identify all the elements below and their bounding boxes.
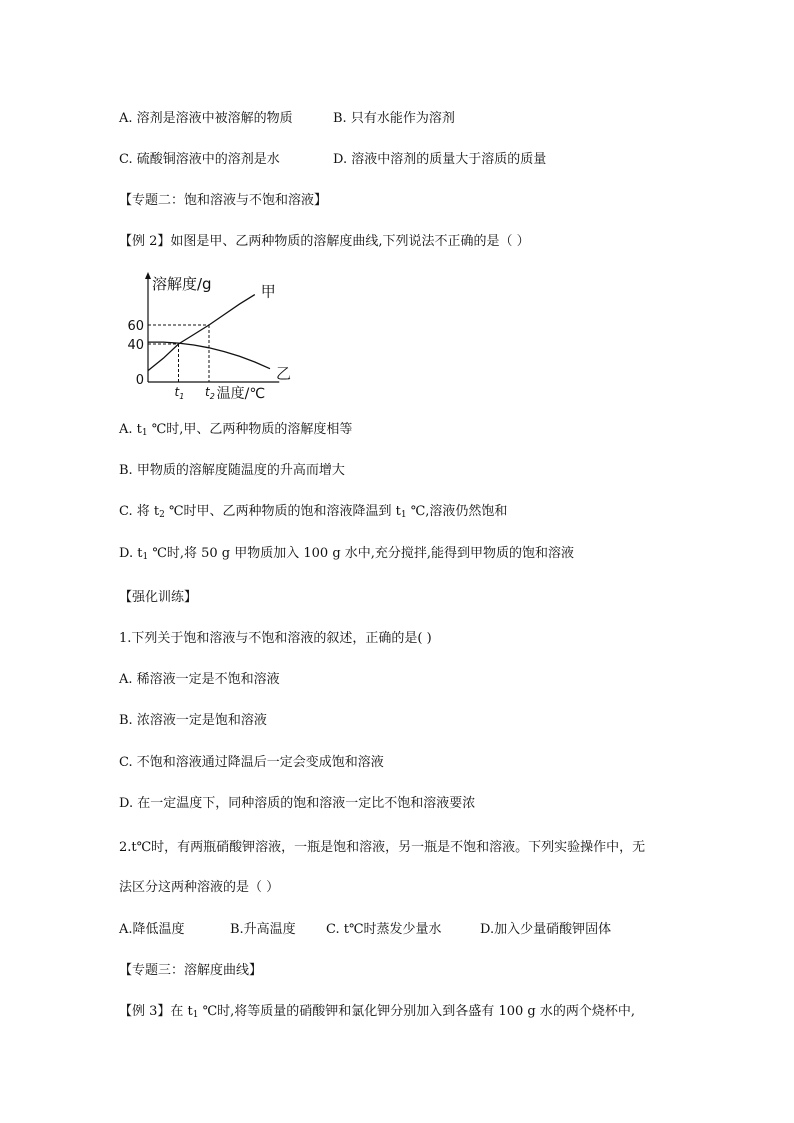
example3-post: ℃时,将等质量的硝酸钾和氯化钾分别加入到各盛有 100 g 水的两个烧杯中, (198, 1004, 635, 1019)
q1-stem: 1.下列关于饱和溶液与不饱和溶液的叙述，正确的是( ) (119, 631, 432, 646)
example2-question: 【例 2】如图是甲、乙两种物质的溶解度曲线,下列说法不正确的是（ ） (119, 234, 530, 249)
y-tick-label-60: 60 (127, 319, 144, 334)
example2-option-d (119, 546, 574, 565)
q1-option-d: D. 在一定温度下，同种溶质的饱和溶液一定比不饱和溶液要浓 (119, 796, 476, 811)
ex1-option-c-text: C. 硫酸铜溶液中的溶剂是水 (119, 152, 280, 167)
q1-option-b: B. 浓溶液一定是饱和溶液 (119, 713, 267, 728)
q1-option-c: C. 不饱和溶液通过降温后一定会变成饱和溶液 (119, 755, 384, 770)
ex1-option-b (333, 111, 455, 127)
example2-option-b: B. 甲物质的溶解度随温度的升高而增大 (119, 463, 345, 478)
ex1-option-c (119, 152, 280, 168)
q2-option-b: B.升高温度 (230, 922, 296, 937)
ex1-option-d-text: D. 溶液中溶剂的质量大于溶质的质量 (333, 152, 547, 167)
q2-option-c: C. t℃时蒸发少量水 (326, 922, 442, 937)
training-title: 【强化训练】 (119, 590, 198, 605)
q1-option-a: A. 稀溶液一定是不饱和溶液 (119, 672, 280, 687)
origin-label: 0 (135, 373, 144, 388)
example2-option-a (119, 422, 352, 441)
option-c-mid: ℃时甲、乙两种物质的饱和溶液降温到 t (164, 504, 401, 519)
y-axis-label: 溶解度/g (152, 275, 212, 293)
option-d-pre: D. t (119, 546, 143, 561)
option-d-sub: 1 (142, 552, 149, 562)
ex1-option-a (119, 111, 293, 127)
option-c-sub2: 1 (400, 510, 407, 520)
example3-pre: 【例 3】在 t (119, 1004, 193, 1019)
q2-option-a: A.降低温度 (119, 922, 185, 937)
series-1-label: 甲 (260, 282, 276, 301)
x-axis-label: 温度/℃ (216, 386, 266, 402)
option-c-post: ℃,溶液仍然饱和 (406, 504, 508, 519)
option-c-sub1: 2 (159, 510, 165, 520)
ex1-option-b-text: B. 只有水能作为溶剂 (333, 111, 455, 126)
option-c-pre: C. 将 t (119, 504, 160, 519)
series-2-label: 乙 (276, 364, 292, 383)
topic3-title: 【专题三：溶解度曲线】 (119, 963, 263, 978)
y-axis-arrow (145, 272, 151, 279)
q2-stem-line1: 2.t℃时，有两瓶硝酸钾溶液，一瓶是饱和溶液，另一瓶是不饱和溶液。下列实验操作中，无 (119, 840, 646, 855)
example3-sub: 1 (192, 1010, 199, 1020)
y-tick-label-40: 40 (127, 338, 144, 353)
option-a-post: ℃时,甲、乙两种物质的溶解度相等 (147, 422, 353, 437)
q2-option-d: D.加入少量硝酸钾固体 (480, 922, 612, 937)
option-a-sub: 1 (141, 428, 148, 438)
topic2-title: 【专题二：饱和溶液与不饱和溶液】 (119, 193, 328, 208)
solubility-chart (118, 270, 292, 402)
option-a-pre: A. t (119, 422, 142, 437)
option-d-post: ℃时,将 50 g 甲物质加入 100 g 水中,充分搅拌,能得到甲物质的饱和溶液 (148, 546, 575, 561)
example2-option-c (119, 504, 507, 523)
example3-question (119, 1004, 635, 1023)
x-tick-label-2: $t_2$ (205, 385, 215, 401)
q2-stem-line2: 法区分这两种溶液的是（ ） (119, 880, 280, 895)
ex1-option-d (333, 152, 546, 168)
x-tick-label-1: $t_1$ (174, 385, 185, 401)
ex1-option-a-text: A. 溶剂是溶液中被溶解的物质 (119, 111, 293, 126)
series-1-curve (148, 295, 255, 371)
